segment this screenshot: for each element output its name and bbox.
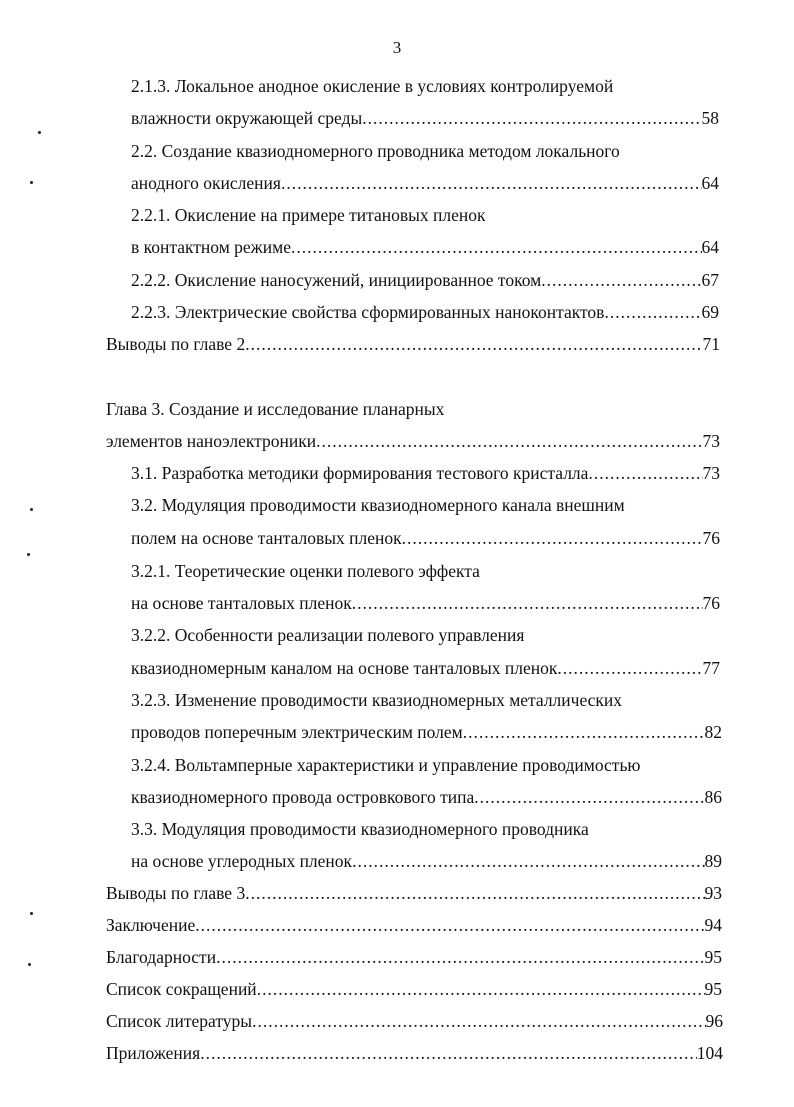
leader-dots [195,914,704,936]
leader-dots [474,786,704,808]
toc-entry-text: влажности окружающей среды [131,108,363,128]
toc-entry-text: Благодарности [106,947,217,967]
toc-page-number: 64 [701,173,719,193]
toc-page-number: 104 [696,1043,723,1063]
toc-page-number: 95 [704,979,722,999]
leader-dots [252,1010,705,1032]
toc-entry-3-2-title: 3.2. Модуляция проводимости квазиодномерного канала внешним [131,495,625,515]
leader-dots [402,527,703,549]
toc-entry-3-2-1 [131,592,720,614]
toc-entry-text: на основе углеродных пленок [131,851,353,871]
scan-speck [30,912,33,915]
toc-entry-appendices [106,1042,723,1064]
toc-page-number: 64 [701,237,719,257]
toc-entry-acknowledgements [106,946,722,968]
scan-speck [30,508,33,511]
toc-entry-text: 2.2.2. Окисление наносужений, инициированное током [131,270,542,290]
scan-speck [28,963,31,966]
toc-entry-conclusion [106,914,722,936]
leader-dots [588,462,702,484]
toc-entry-3-3 [131,850,722,872]
toc-page-number: 77 [702,658,720,678]
toc-entry-3-3-title: 3.3. Модуляция проводимости квазиодномерного проводника [131,819,589,839]
toc-page-number: 76 [702,593,720,613]
toc-entry-text: элементов наноэлектроники [106,431,317,451]
page-number: 3 [392,38,402,57]
toc-entry-text: Приложения [106,1043,201,1063]
toc-entry-text: Заключение [106,915,196,935]
leader-dots [245,882,704,904]
toc-entry-2-2 [131,172,719,194]
leader-dots [352,592,703,614]
toc-entry-references [106,1010,723,1032]
leader-dots [541,269,701,291]
toc-entry-text: на основе танталовых пленок [131,593,352,613]
toc-entry-3-2-3-title: 3.2.3. Изменение проводимости квазиодномерных металлических [131,690,623,710]
scan-speck [38,131,41,134]
toc-page-number: 73 [702,463,720,483]
toc-entry-text: в контактном режиме [131,237,291,257]
toc-page-number: 73 [702,431,720,451]
toc-entry-2-2-title: 2.2. Создание квазиодномерного проводника методом локального [131,141,620,161]
toc-entry-2-2-1-title: 2.2.1. Окисление на примере титановых пленок [131,205,486,225]
toc-entry-ch3-title: Глава 3. Создание и исследование планарных [106,399,445,419]
toc-entry-conclusions-ch2 [106,333,720,355]
leader-dots [352,850,704,872]
toc-entry-text: 3.1. Разработка методики формирования тестового кристалла [131,463,589,483]
toc-entry-text: Список сокращений [106,979,257,999]
toc-entry-2-2-3 [131,301,719,323]
toc-entry-3-2-4 [131,786,722,808]
toc-entry-text: 2.2.3. Электрические свойства сформированных наноконтактов [131,302,605,322]
toc-entry-text: полем на основе танталовых пленок [131,528,402,548]
leader-dots [463,721,705,743]
toc-entry-text: Выводы по главе 2 [106,334,246,354]
toc-entry-2-1-3 [131,107,719,129]
toc-page-number: 89 [704,851,722,871]
leader-dots [245,333,702,355]
toc-entry-3-2-1-title: 3.2.1. Теоретические оценки полевого эффекта [131,561,480,581]
leader-dots [200,1042,697,1064]
leader-dots [604,301,701,323]
toc-entry-3-1 [131,462,720,484]
toc-entry-3-2 [131,527,720,549]
toc-entry-3-2-2-title: 3.2.2. Особенности реализации полевого управления [131,625,525,645]
toc-page-number: 71 [702,334,720,354]
toc-page-number: 96 [705,1011,723,1031]
toc-entry-2-2-2 [131,269,719,291]
toc-page-number: 76 [702,528,720,548]
toc-entry-ch3 [106,430,720,452]
toc-entry-conclusions-ch3 [106,882,722,904]
scan-speck [27,553,30,556]
toc-entry-text: квазиодномерным каналом на основе танталовых пленок [131,658,558,678]
toc-page-number: 95 [704,947,722,967]
toc-page-number: 67 [701,270,719,290]
toc-entry-2-2-1 [131,236,719,258]
toc-page-number: 93 [704,883,722,903]
toc-page-number: 69 [701,302,719,322]
toc-page-number: 58 [701,108,719,128]
leader-dots [362,107,701,129]
toc-page-number: 94 [704,915,722,935]
leader-dots [216,946,704,968]
leader-dots [281,172,702,194]
toc-entry-text: проводов поперечным электрическим полем [131,722,463,742]
toc-entry-abbreviations [106,978,722,1000]
leader-dots [257,978,705,1000]
toc-entry-3-2-2 [131,657,720,679]
leader-dots [557,657,702,679]
toc-entry-text: Выводы по главе 3 [106,883,246,903]
toc-entry-text: квазиодномерного провода островкового типа [131,787,475,807]
toc-page-number: 86 [704,787,722,807]
toc-entry-2-1-3-title: 2.1.3. Локальное анодное окисление в условиях контролируемой [131,76,614,96]
toc-entry-text: Список литературы [106,1011,253,1031]
toc-entry-3-2-3 [131,721,722,743]
toc-entry-3-2-4-title: 3.2.4. Вольтамперные характеристики и управление проводимостью [131,755,641,775]
leader-dots [316,430,702,452]
toc-page-number: 82 [704,722,722,742]
scan-speck [30,181,33,184]
toc-entry-text: анодного окисления [131,173,281,193]
leader-dots [291,236,702,258]
